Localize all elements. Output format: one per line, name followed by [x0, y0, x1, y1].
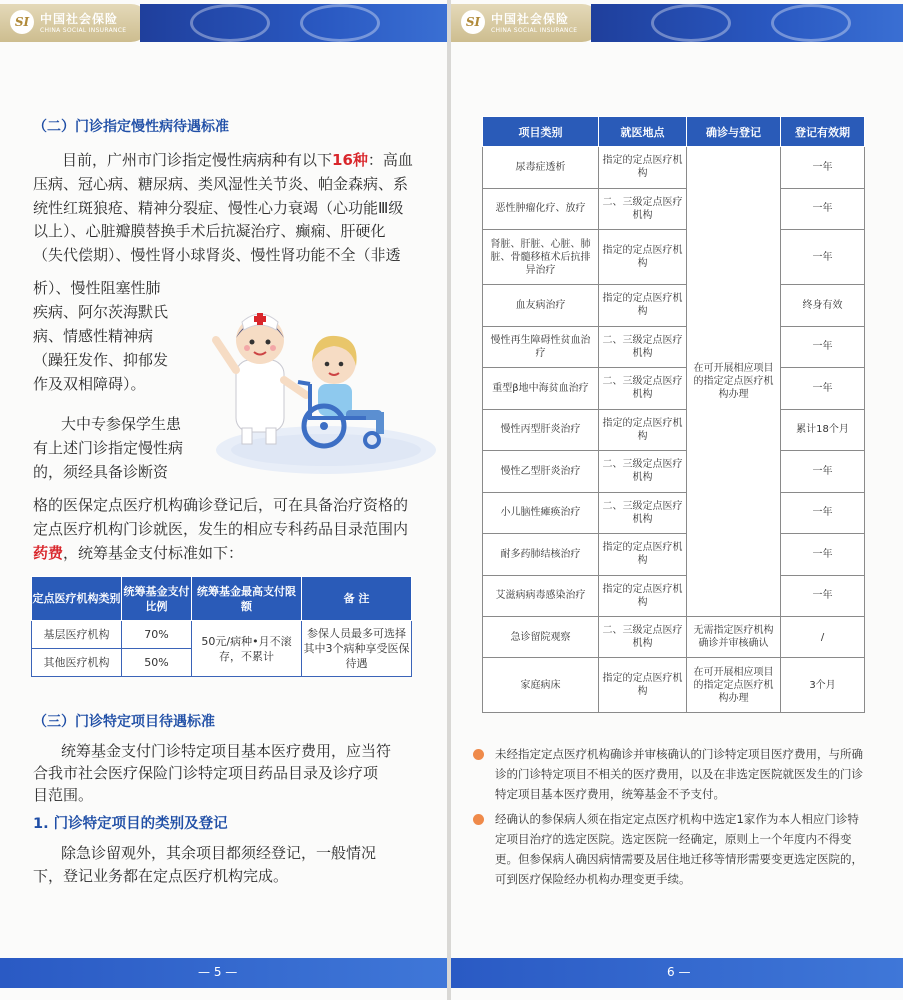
pay-remark-cell: 参保人员最多可选择其中3个病种享受医保待遇	[302, 621, 412, 677]
cont-line-last	[33, 541, 408, 565]
item-cell: 小儿脑性瘫痪治疗	[483, 492, 599, 534]
intro-line: 以上）、心脏瓣膜替换手术后抗凝治疗、癫痫、肝硬化	[33, 222, 386, 240]
header-swirl	[190, 4, 270, 42]
pay-header-cell: 定点医疗机构类别	[32, 577, 122, 621]
valid-cell: /	[781, 617, 865, 658]
section2-title: （二）门诊指定慢性病待遇标准	[33, 119, 229, 135]
pay-type-cell: 基层医疗机构	[32, 621, 122, 649]
valid-cell: 一年	[781, 147, 865, 189]
valid-cell: 一年	[781, 534, 865, 576]
header-swirl	[651, 4, 731, 42]
pay-header-cell: 备 注	[302, 577, 412, 621]
cont-line: 定点医疗机构门诊就医，发生的相应专科药品目录范围内	[33, 520, 409, 538]
sub1-title: 1. 门诊特定项目的类别及登记	[33, 816, 228, 832]
intro-first-line	[62, 149, 413, 173]
sub1-line: 下，登记业务都在定点医疗机构完成。	[33, 867, 289, 885]
place-cell: 二、三级定点医疗机构	[599, 451, 687, 493]
table-row	[483, 147, 865, 189]
table-row	[483, 617, 865, 658]
note-text: 经确认的参保病人须在指定定点医疗机构中选定1家作为本人相应门诊特定项目治疗的选定医院。选定医院一经确定，原则上一个年度内不得变更。但参保病人确因病情需要及居住地迁移等情形需要变更选定医院的，可到医疗保险经办机构办理变更手续。	[495, 812, 863, 886]
valid-cell: 3个月	[781, 658, 865, 713]
drug-word: 药费	[33, 544, 64, 562]
logo	[10, 10, 126, 34]
pay-type-cell: 其他医疗机构	[32, 649, 122, 677]
intro-post: ：高血	[367, 151, 413, 169]
place-cell: 指定的定点医疗机构	[599, 658, 687, 713]
cont-para	[33, 493, 408, 565]
student-para	[33, 412, 183, 484]
place-cell: 指定的定点医疗机构	[599, 285, 687, 327]
student-line: 有上述门诊指定慢性病	[33, 439, 184, 457]
pay-header-cell: 统筹基金最高支付限额	[192, 577, 302, 621]
valid-cell: 累计18个月	[781, 409, 865, 451]
left-header	[0, 0, 447, 46]
header-blue-band	[591, 4, 903, 42]
intro-line: （失代偿期）、慢性肾小球肾炎、慢性肾功能不全（非透	[33, 245, 401, 264]
note-item	[475, 744, 870, 804]
cont-line: 格的医保定点医疗机构确诊登记后，可在具备治疗资格的	[33, 496, 409, 514]
section3-line: 统筹基金支付门诊特定项目基本医疗费用，应当符	[61, 742, 392, 760]
header-swirl	[771, 4, 851, 42]
confirm-cell: 在可开展相应项目的指定定点医疗机构办理	[687, 658, 781, 713]
section3-title: （三）门诊特定项目待遇标准	[33, 714, 215, 730]
valid-cell: 一年	[781, 188, 865, 230]
item-cell: 急诊留院观察	[483, 617, 599, 658]
item-cell: 恶性肿瘤化疗、放疗	[483, 188, 599, 230]
merged-confirm-cell: 在可开展相应项目的指定定点医疗机构办理	[687, 147, 781, 617]
special-items-table	[482, 116, 865, 713]
item-cell: 耐多药肺结核治疗	[483, 534, 599, 576]
page-number: — 5 —	[198, 965, 238, 979]
items-header-cell: 确诊与登记	[687, 117, 781, 147]
item-cell: 慢性丙型肝炎治疗	[483, 409, 599, 451]
valid-cell: 一年	[781, 230, 865, 285]
table-row	[483, 285, 865, 327]
valid-cell: 一年	[781, 368, 865, 410]
note-text: 未经指定定点医疗机构确诊并审核确认的门诊特定项目医疗费用，与所确诊的门诊特定项目不相关的医疗费用，以及在非选定医院就医发生的门诊特定项目基本医疗费用，统筹基金不予支付。	[495, 747, 863, 801]
intro-body	[33, 173, 408, 267]
section3-line: 目范围。	[33, 786, 94, 804]
table-row	[483, 534, 865, 576]
table-row	[483, 368, 865, 410]
valid-cell: 终身有效	[781, 285, 865, 327]
place-cell: 指定的定点医疗机构	[599, 575, 687, 617]
place-cell: 指定的定点医疗机构	[599, 534, 687, 576]
items-header-row	[483, 117, 865, 147]
valid-cell: 一年	[781, 492, 865, 534]
logo-en: CHINA SOCIAL INSURANCE	[40, 27, 127, 34]
table-row	[483, 230, 865, 285]
note-item	[475, 809, 870, 889]
right-footer	[451, 958, 903, 988]
left-page	[0, 0, 447, 1000]
logo	[461, 10, 577, 34]
intro-count: 16种	[332, 151, 368, 169]
intro-line: 统性红斑狼疮、精神分裂症、慢性心力衰竭（心功能Ⅲ级	[33, 198, 404, 217]
item-cell: 慢性再生障碍性贫血治疗	[483, 326, 599, 368]
pay-header-cell: 统筹基金支付比例	[122, 577, 192, 621]
drug-rest: ，统筹基金支付标准如下：	[63, 544, 244, 562]
page-number: 6 —	[667, 965, 691, 979]
section3-para	[33, 740, 391, 806]
intro-wrap	[33, 276, 168, 396]
item-cell: 肾脏、肝脏、心脏、肺脏、骨髓移植术后抗排异治疗	[483, 230, 599, 285]
table-row	[483, 451, 865, 493]
valid-cell: 一年	[781, 575, 865, 617]
right-header	[451, 0, 903, 46]
place-cell: 二、三级定点医疗机构	[599, 326, 687, 368]
item-cell: 尿毒症透析	[483, 147, 599, 189]
valid-cell: 一年	[781, 326, 865, 368]
place-cell: 指定的定点医疗机构	[599, 409, 687, 451]
table-row	[483, 575, 865, 617]
student-line: 的，须经具备诊断资	[33, 463, 169, 481]
table-row	[483, 188, 865, 230]
section3-line: 合我市社会医疗保险门诊特定项目药品目录及诊疗项	[33, 764, 379, 782]
place-cell: 二、三级定点医疗机构	[599, 188, 687, 230]
bullet-dot-icon	[473, 749, 484, 760]
student-line: 大中专参保学生患	[61, 415, 182, 433]
bullet-dot-icon	[473, 814, 484, 825]
sub1-para	[33, 842, 376, 888]
pay-header-row	[32, 577, 412, 621]
pay-row	[32, 621, 412, 649]
logo-en: CHINA SOCIAL INSURANCE	[491, 27, 578, 34]
pay-ratio-cell: 50%	[122, 649, 192, 677]
pay-limit-cell: 50元/病种•月不滚存，不累计	[192, 621, 302, 677]
item-cell: 家庭病床	[483, 658, 599, 713]
place-cell: 二、三级定点医疗机构	[599, 368, 687, 410]
intro-pre: 目前，广州市门诊指定慢性病病种有以下	[62, 151, 333, 169]
place-cell: 二、三级定点医疗机构	[599, 492, 687, 534]
table-row	[483, 658, 865, 713]
items-header-cell: 就医地点	[599, 117, 687, 147]
place-cell: 二、三级定点医疗机构	[599, 617, 687, 658]
logo-mark: SI	[461, 10, 485, 34]
table-row	[483, 492, 865, 534]
wrap-line: 作及双相障碍）。	[33, 375, 146, 393]
valid-cell: 一年	[781, 451, 865, 493]
logo-cn: 中国社会保险	[491, 12, 570, 26]
wrap-line: （躁狂发作、抑郁发	[33, 351, 169, 369]
pay-ratio-cell: 70%	[122, 621, 192, 649]
left-footer	[0, 958, 447, 988]
wrap-line: 析）、慢性阻塞性肺	[33, 279, 161, 297]
item-cell: 艾滋病病毒感染治疗	[483, 575, 599, 617]
sub1-line: 除急诊留观外，其余项目都须经登记，一般情况	[61, 844, 377, 862]
table-row	[483, 409, 865, 451]
wrap-line: 病、情感性精神病	[33, 327, 154, 345]
logo-cn: 中国社会保险	[40, 12, 119, 26]
items-header-cell: 登记有效期	[781, 117, 865, 147]
confirm-cell: 无需指定医疗机构确诊并审核确认	[687, 617, 781, 658]
item-cell: 血友病治疗	[483, 285, 599, 327]
wrap-line: 疾病、阿尔茨海默氏	[33, 303, 169, 321]
table-row	[483, 326, 865, 368]
items-header-cell: 项目类别	[483, 117, 599, 147]
item-cell: 重型β地中海贫血治疗	[483, 368, 599, 410]
place-cell: 指定的定点医疗机构	[599, 230, 687, 285]
payment-standard-table	[31, 576, 412, 677]
place-cell: 指定的定点医疗机构	[599, 147, 687, 189]
item-cell: 慢性乙型肝炎治疗	[483, 451, 599, 493]
header-blue-band	[140, 4, 447, 42]
logo-mark: SI	[10, 10, 34, 34]
header-swirl	[300, 4, 380, 42]
nurse-wheelchair-illustration	[206, 300, 436, 480]
intro-line: 压病、冠心病、糖尿病、类风湿性关节炎、帕金森病、系	[33, 175, 409, 193]
